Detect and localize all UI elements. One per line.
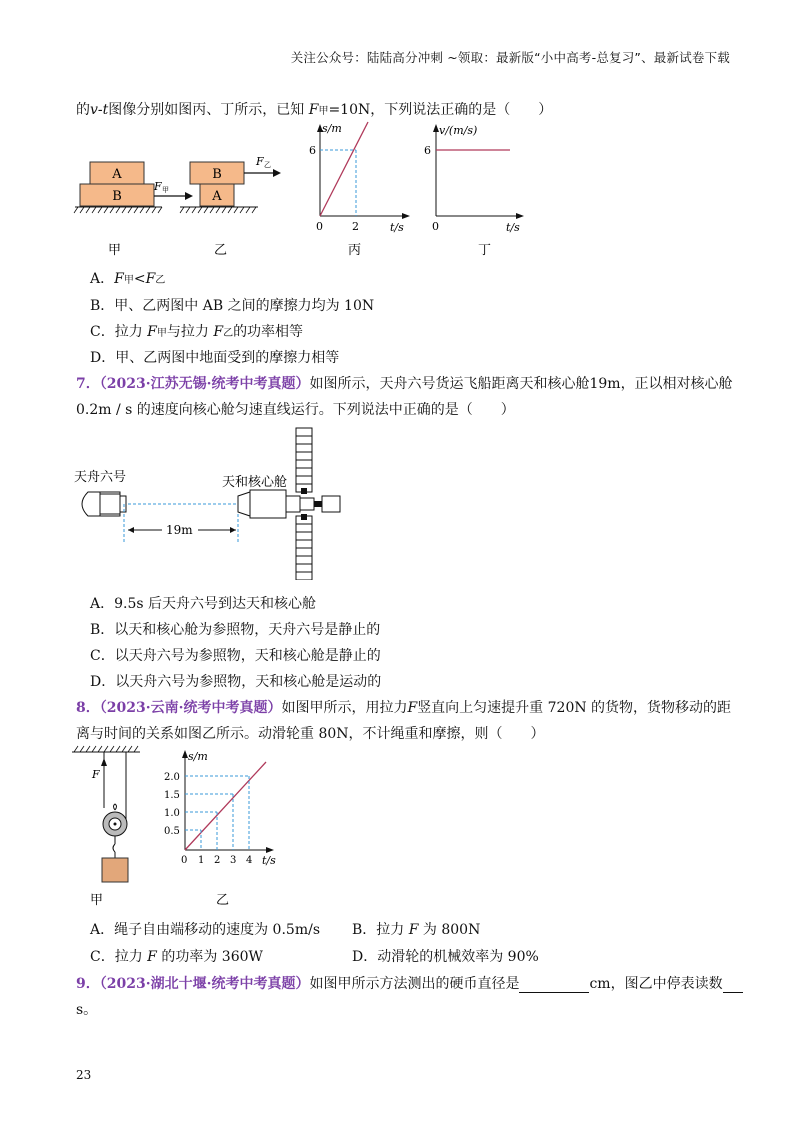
core-label: 天和核心舱 <box>222 475 288 490</box>
q7-stem-line2: 0.2m / s 的速度向核心舱匀速直线运行。下列说法中正确的是（ ） <box>76 402 515 418</box>
q7-option-c: C．以天舟六号为参照物，天和核心舱是静止的 <box>90 648 381 664</box>
q8-option-a: A．绳子自由端移动的速度为 0.5m/s <box>90 922 321 938</box>
q6-stem: 的v-t图像分别如图丙、丁所示，已知 F甲=10N，下列说法正确的是（ ） <box>76 102 553 118</box>
q8-fig-jia <box>72 746 140 908</box>
q7-figure <box>70 424 370 580</box>
q8-y-tick: 1.5 <box>164 790 180 801</box>
q8-yi-caption: 乙 <box>216 893 230 908</box>
ding-origin: 0 <box>432 220 439 233</box>
bing-line <box>320 122 368 216</box>
bing-caption: 丙 <box>348 243 362 258</box>
q8-x-tick: 1 <box>198 855 205 866</box>
q9-stem-line2: s。 <box>76 1002 98 1018</box>
q6-option-a: A．F甲<F乙 <box>90 271 166 287</box>
jia-caption: 甲 <box>108 243 122 258</box>
q8-stem-line1: 8．（2023·云南·统考中考真题）如图甲所示，用拉力F竖直向上匀速提升重 720N 的货物，货物移动的距 <box>76 700 732 716</box>
fig-jia <box>74 162 193 258</box>
q8-jia-caption: 甲 <box>90 893 104 908</box>
q8-stem-line2: 离与时间的关系如图乙所示。动滑轮重 80N，不计绳重和摩擦，则（ ） <box>76 726 545 742</box>
q8-y-tick: 2.0 <box>164 772 180 783</box>
bing-x-tick: 2 <box>352 220 359 233</box>
svg-text:乙: 乙 <box>264 161 271 169</box>
q8-y-tick: 0.5 <box>164 826 180 837</box>
core-shape <box>238 428 340 580</box>
ding-y-label: v/(m/s) <box>439 124 478 137</box>
q9-blank-1[interactable] <box>519 976 589 993</box>
ship-shape <box>82 492 126 516</box>
q8-y-tick: 1.0 <box>164 808 180 819</box>
q6-option-b: B．甲、乙两图中 AB 之间的摩擦力均为 10N <box>90 298 375 314</box>
q8-x-label: t/s <box>262 854 276 867</box>
q9-stem-line1: 9．（2023·湖北十堰·统考中考真题）如图甲所示方法测出的硬币直径是 cm，图乙中停表读数 <box>76 973 743 993</box>
svg-text:甲: 甲 <box>162 186 169 194</box>
dist-label: 19m <box>166 523 193 537</box>
yi-block-bottom: A <box>212 189 222 204</box>
q7-option-a: A．9.5s 后天舟六号到达天和核心舱 <box>90 596 317 612</box>
fig-ding-chart <box>424 124 524 258</box>
q8-x-tick: 3 <box>230 855 237 866</box>
yi-force: F <box>256 155 264 168</box>
ship-label: 天舟六号 <box>74 470 127 485</box>
q8-origin: 0 <box>181 855 188 866</box>
yi-caption: 乙 <box>214 243 228 258</box>
q6-option-c: C．拉力 F甲与拉力 F乙的功率相等 <box>90 324 304 340</box>
q9-blank-2[interactable] <box>723 976 743 993</box>
ding-caption: 丁 <box>478 243 492 258</box>
q8-line <box>185 762 266 850</box>
ding-y-tick: 6 <box>424 144 431 157</box>
q8-x-tick: 2 <box>214 855 221 866</box>
jia-block-bottom: B <box>112 189 122 204</box>
bing-y-tick: 6 <box>309 144 316 157</box>
q6-option-d: D．甲、乙两图中地面受到的摩擦力相等 <box>90 350 340 366</box>
bing-x-label: t/s <box>390 221 404 234</box>
q7-option-d: D．以天舟六号为参照物，天和核心舱是运动的 <box>90 674 382 690</box>
q8-y-label: s/m <box>188 750 208 763</box>
page-number: 23 <box>76 1068 92 1082</box>
q8-fig-yi-chart <box>164 750 276 908</box>
bing-y-label: s/m <box>322 122 342 135</box>
bing-origin: 0 <box>316 220 323 233</box>
q8-figures <box>70 744 310 912</box>
ding-x-label: t/s <box>506 221 520 234</box>
jia-force: F <box>154 180 162 193</box>
q6-figures <box>70 118 530 260</box>
q8-option-c: C．拉力 F 的功率为 360W <box>90 949 263 965</box>
q8-option-d: D．动滑轮的机械效率为 90% <box>352 949 539 965</box>
fig-bing-chart <box>309 122 410 258</box>
q7-option-b: B．以天和核心舱为参照物，天舟六号是静止的 <box>90 622 381 638</box>
q8-x-tick: 4 <box>246 855 253 866</box>
fig-yi <box>180 155 281 258</box>
q8-option-b: B．拉力 F 为 800N <box>352 922 481 938</box>
jia-block-top: A <box>112 167 122 182</box>
yi-block-top: B <box>212 167 222 182</box>
q7-stem-line1: 7．（2023·江苏无锡·统考中考真题）如图所示，天舟六号货运飞船距离天和核心舱19m，正以相对核心舱 <box>76 376 733 392</box>
q8-force: F <box>92 768 100 781</box>
page-header: 关注公众号：陆陆高分冲刺 ~领取：最新版“小中高考-总复习”、最新试卷下载 <box>290 50 730 65</box>
